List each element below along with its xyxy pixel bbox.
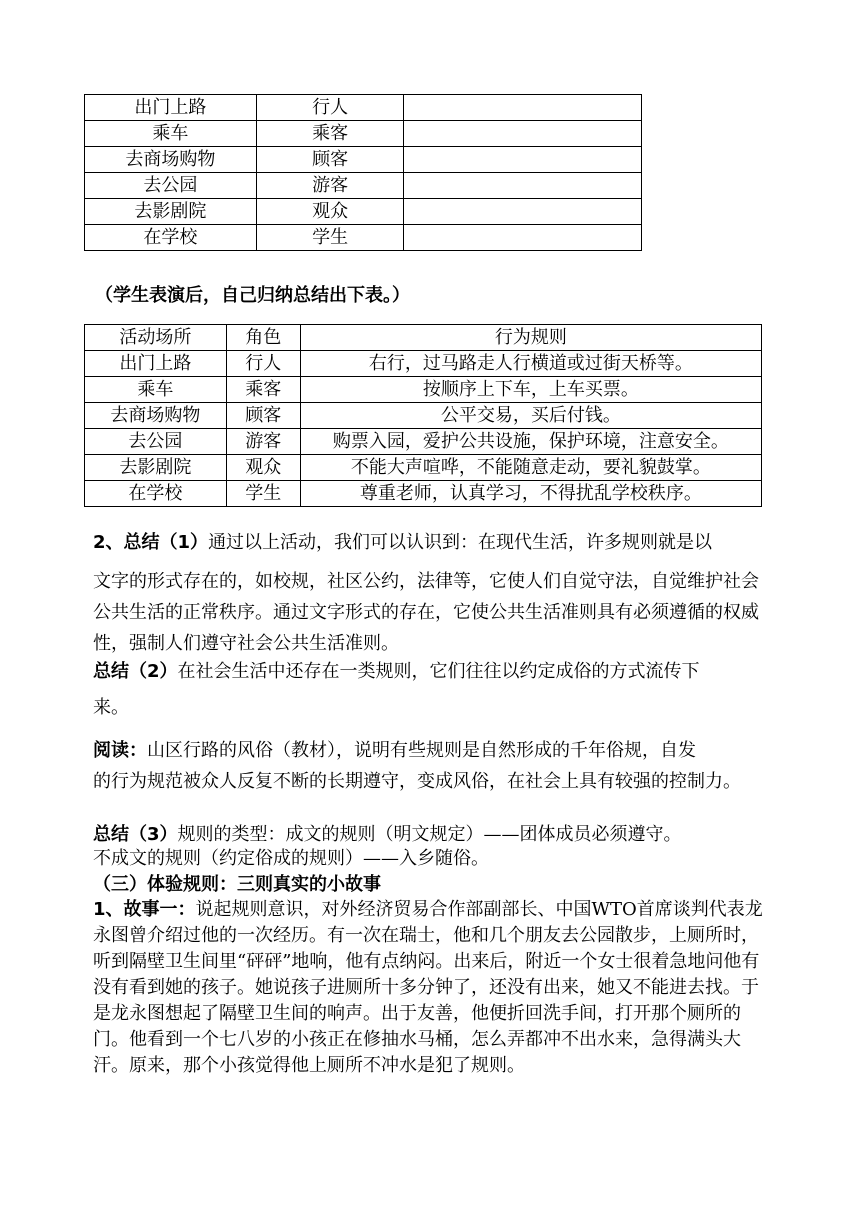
table-row: [85, 455, 762, 481]
table-row: [85, 403, 762, 429]
table-cell: 出门上路: [85, 95, 257, 121]
summary-3: [93, 822, 783, 848]
table-cell: 去影剧院: [85, 455, 227, 481]
table-cell: 在学校: [85, 481, 227, 507]
table-cell: 行人: [226, 351, 300, 377]
table-cell: 出门上路: [85, 351, 227, 377]
table-cell: 按顺序上下车，上车买票。: [300, 377, 761, 403]
table-row: [85, 225, 642, 251]
table-row: [85, 121, 642, 147]
story-1-label: 1、故事一：: [93, 899, 196, 920]
table-row: [85, 481, 762, 507]
table-cell: 学生: [226, 481, 300, 507]
table-cell: 乘客: [226, 377, 300, 403]
column-header: 行为规则: [300, 325, 761, 351]
summary-3-line2: 不成文的规则（约定俗成的规则）——入乡随俗。: [93, 848, 489, 869]
table-cell: [404, 95, 642, 121]
table-cell: 在学校: [85, 225, 257, 251]
summary-3-label: 总结（3）: [93, 824, 178, 845]
rules-table: [84, 324, 762, 507]
table-row: [85, 95, 642, 121]
table-cell: [404, 121, 642, 147]
summary-2-label: 总结（2）: [93, 661, 178, 682]
table-cell: 去公园: [85, 173, 257, 199]
table-cell: 右行，过马路走人行横道或过街天桥等。: [300, 351, 761, 377]
story-1: [93, 897, 773, 1079]
table-cell: 顾客: [226, 403, 300, 429]
table-cell: 尊重老师，认真学习，不得扰乱学校秩序。: [300, 481, 761, 507]
table-cell: 观众: [256, 199, 404, 225]
summary-1-label: 2、总结（1）: [93, 532, 209, 553]
table-cell: 公平交易，买后付钱。: [300, 403, 761, 429]
table-cell: 去商场购物: [85, 147, 257, 173]
table-cell: [404, 225, 642, 251]
table-cell: [404, 173, 642, 199]
table-cell: 学生: [256, 225, 404, 251]
column-header: 活动场所: [85, 325, 227, 351]
column-header: 角色: [226, 325, 300, 351]
table-cell: 购票入园，爱护公共设施，保护环境，注意安全。: [300, 429, 761, 455]
table-row: [85, 351, 762, 377]
summary-3-line1: 规则的类型：成文的规则（明文规定）——团体成员必须遵守。: [177, 824, 682, 845]
summary-2-line1: 在社会生活中还存在一类规则，它们往往以约定成俗的方式流传下: [177, 661, 700, 682]
summary-1-line1: 通过以上活动，我们可以认识到：在现代生活，许多规则就是以: [208, 532, 713, 553]
table-row: [85, 429, 762, 455]
roles-table: [84, 94, 642, 251]
table-row: [85, 199, 642, 225]
table-cell: 去公园: [85, 429, 227, 455]
table-cell: 不能大声喧哗，不能随意走动，要礼貌鼓掌。: [300, 455, 761, 481]
table-row: [85, 377, 762, 403]
table-cell: 乘车: [85, 121, 257, 147]
table-cell: 乘客: [256, 121, 404, 147]
table-row: [85, 173, 642, 199]
table-cell: 游客: [226, 429, 300, 455]
table-cell: 去商场购物: [85, 403, 227, 429]
reading-line1: 山区行路的风俗（教材），说明有些规则是自然形成的千年俗规，自发: [147, 740, 696, 761]
reading-rest: 的行为规范被众人反复不断的长期遵守，变成风俗，在社会上具有较强的控制力。: [93, 771, 741, 792]
table-cell: 观众: [226, 455, 300, 481]
summary-2-rest: 来。: [93, 697, 129, 718]
summary-1: [93, 526, 773, 559]
table-cell: 游客: [256, 173, 404, 199]
reading-label: 阅读：: [93, 740, 147, 761]
instruction-text: （学生表演后，自己归纳总结出下表。）: [95, 285, 410, 306]
summary-1-rest: 文字的形式存在的，如校规，社区公约，法律等，它使人们自觉守法，自觉维护社会公共生活的正常秩序。通过文字形式的存在，它使公共生活准则具有必须遵循的权威性，强制人们遵守社会公共生活准则。: [93, 571, 759, 654]
table-row: [85, 147, 642, 173]
table-cell: 顾客: [256, 147, 404, 173]
summary-2: [93, 655, 773, 688]
reading: [93, 734, 773, 767]
table-cell: 乘车: [85, 377, 227, 403]
table-cell: [404, 199, 642, 225]
story-1-text: 说起规则意识，对外经济贸易合作部副部长、中国WTO首席谈判代表龙永图曾介绍过他的一次经历。有一次在瑞士，他和几个朋友去公园散步，上厕所时，听到隔壁卫生间里“砰砰”地响，他有点纳闷。出来后，附近一个女士很着急地问他有没有看到她的孩子。她说孩子进厕所十多分钟了，还没有出来，她又不能进去找。于是龙永图想起了隔壁卫生间的响声。出于友善，他便折回洗手间，打开那个厕所的门。他看到一个七八岁的小孩正在修抽水马桶，怎么弄都冲不出水来，急得满头大汗。原来，那个小孩觉得他上厕所不冲水是犯了规则。: [93, 899, 763, 1076]
section-3-heading: （三）体验规则：三则真实的小故事: [93, 874, 381, 895]
table-cell: 行人: [256, 95, 404, 121]
table-cell: 去影剧院: [85, 199, 257, 225]
table-cell: [404, 147, 642, 173]
